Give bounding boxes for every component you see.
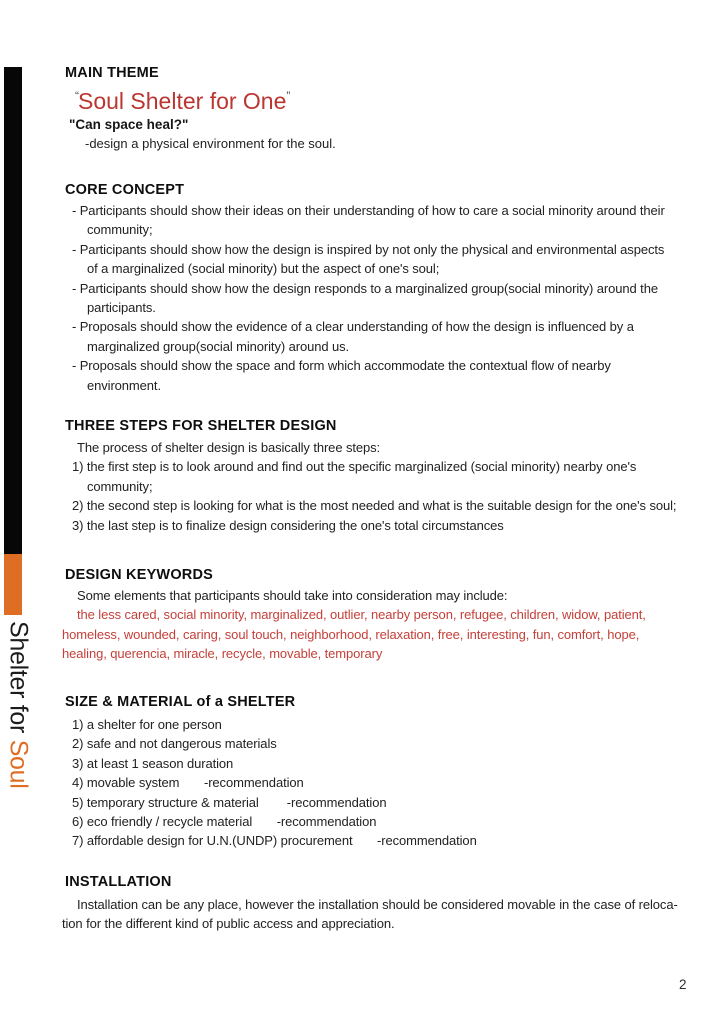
body-line: The process of shelter design is basically three steps: <box>77 440 381 455</box>
core-concept-body <box>62 201 674 395</box>
list-item: 4) movable system -recommendation <box>72 775 304 791</box>
body-line: environment. <box>87 377 161 393</box>
keywords-line: homeless, wounded, caring, soul touch, neighborhood, relaxation, free, interesting, fun, comfort, hope, <box>62 626 640 642</box>
main-theme-heading: MAIN THEME <box>65 65 159 81</box>
sidebar-orange-bar <box>4 554 22 615</box>
size-material-body <box>62 715 674 851</box>
installation-heading: INSTALLATION <box>65 874 172 890</box>
section-three-steps <box>62 418 677 535</box>
keywords-line: healing, querencia, miracle, recycle, movable, temporary <box>62 646 383 662</box>
core-concept-heading: CORE CONCEPT <box>65 182 185 198</box>
body-line: participants. <box>87 300 156 316</box>
body-line: tion for the different kind of public access and appreciation. <box>62 916 395 932</box>
main-theme-title-line <box>75 83 674 114</box>
body-line: of a marginalized (social minority) but the aspect of one's soul; <box>87 261 440 277</box>
main-theme-tagline: -design a physical environment for the soul. <box>85 136 336 151</box>
vertical-title-orange-text: Soul <box>4 739 33 789</box>
body-line: marginalized group(social minority) around us. <box>87 338 350 354</box>
body-line: - Proposals should show the space and form which accommodate the contextual flow of nearby <box>72 358 611 374</box>
title-open-quote: “ <box>75 89 78 103</box>
list-item: 1) a shelter for one person <box>72 717 222 732</box>
section-installation <box>62 874 678 934</box>
main-theme-title: Soul Shelter for One <box>78 88 287 114</box>
body-line: community; <box>87 222 153 238</box>
size-material-heading: SIZE & MATERIAL of a SHELTER <box>65 694 296 710</box>
body-line: - Proposals should show the evidence of a clear understanding of how the design is influenced by a <box>72 319 634 335</box>
page-number: 2 <box>679 977 687 992</box>
body-line: 3) the last step is to finalize design considering the one's total circumstances <box>72 517 504 533</box>
body-line: - Participants should show how the design is inspired by not only the physical and environmental aspects <box>72 241 665 257</box>
keywords-line: the less cared, social minority, marginalized, outlier, nearby person, refugee, children, widow, patient, <box>77 607 646 623</box>
body-line: Installation can be any place, however the installation should be considered movable in the case of reloca- <box>77 897 678 912</box>
sidebar-black-bar <box>4 67 22 554</box>
installation-body <box>62 895 678 934</box>
design-keywords-heading: DESIGN KEYWORDS <box>65 567 214 583</box>
list-item: 7) affordable design for U.N.(UNDP) procurement -recommendation <box>72 833 477 849</box>
sidebar-vertical-title <box>2 621 33 789</box>
title-close-quote: ” <box>286 89 290 103</box>
list-item: 5) temporary structure & material -recommendation <box>72 794 387 810</box>
section-size-material <box>62 694 674 851</box>
body-line: 2) the second step is looking for what is the most needed and what is the suitable design for the one's soul; <box>72 498 677 514</box>
list-item: 6) eco friendly / recycle material -recommendation <box>72 814 377 830</box>
body-line: 1) the first step is to look around and find out the specific marginalized (social minority) nearby one's <box>72 459 637 475</box>
section-core-concept <box>62 182 674 395</box>
three-steps-heading: THREE STEPS FOR SHELTER DESIGN <box>65 418 337 434</box>
design-keywords-body <box>62 586 674 664</box>
body-line: - Participants should show how the design responds to a marginalized group(social minority) around the <box>72 280 658 296</box>
body-line: Some elements that participants should take into consideration may include: <box>77 588 508 603</box>
section-main-theme <box>62 65 674 153</box>
body-line: - Participants should show their ideas on their understanding of how to care a social minority around their <box>72 203 665 218</box>
vertical-title-dark-text: Shelter for <box>4 621 33 740</box>
section-design-keywords <box>62 567 674 664</box>
main-theme-subtitle: "Can space heal?" <box>69 117 189 132</box>
list-item: 3) at least 1 season duration <box>72 755 234 771</box>
three-steps-body <box>62 438 677 535</box>
list-item: 2) safe and not dangerous materials <box>72 736 277 752</box>
body-line: community; <box>87 478 153 494</box>
